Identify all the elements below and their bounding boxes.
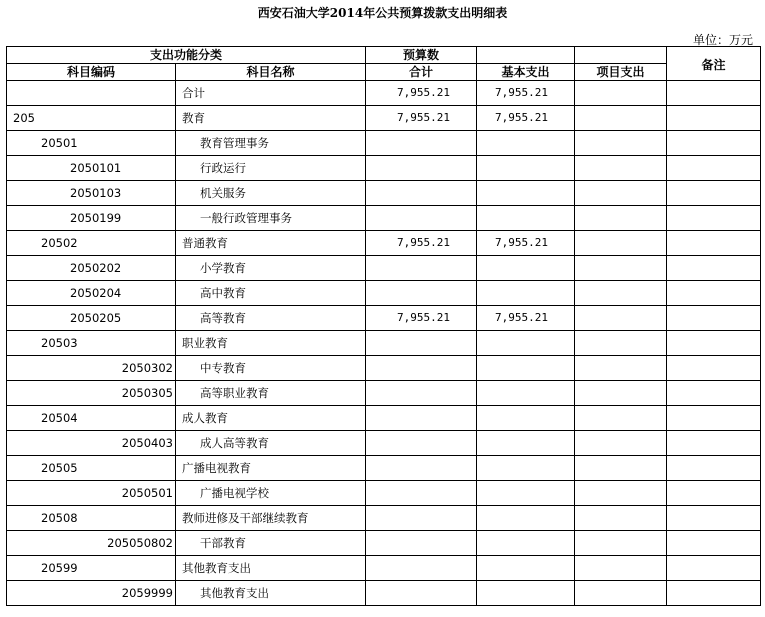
row-project bbox=[575, 406, 667, 431]
row-project bbox=[575, 581, 667, 606]
row-name: 高中教育 bbox=[176, 281, 366, 306]
row-note bbox=[667, 231, 761, 256]
row-note bbox=[667, 381, 761, 406]
row-total: 7,955.21 bbox=[366, 306, 477, 331]
row-project bbox=[575, 206, 667, 231]
row-code bbox=[7, 81, 176, 106]
row-project bbox=[575, 331, 667, 356]
table-row bbox=[7, 556, 761, 581]
row-code: 20501 bbox=[7, 131, 176, 156]
row-project bbox=[575, 381, 667, 406]
row-code: 205 bbox=[7, 106, 176, 131]
row-total bbox=[366, 581, 477, 606]
row-project bbox=[575, 131, 667, 156]
header-code: 科目编码 bbox=[7, 64, 176, 81]
unit-label: 单位：万元 bbox=[692, 33, 753, 47]
row-basic bbox=[477, 381, 575, 406]
row-name: 小学教育 bbox=[176, 256, 366, 281]
row-name: 机关服务 bbox=[176, 181, 366, 206]
row-code: 20508 bbox=[7, 506, 176, 531]
row-total bbox=[366, 531, 477, 556]
table-row bbox=[7, 506, 761, 531]
budget-table-body bbox=[7, 47, 761, 606]
row-basic bbox=[477, 506, 575, 531]
row-total bbox=[366, 256, 477, 281]
header-functional-group: 支出功能分类 bbox=[7, 47, 366, 64]
header-project: 项目支出 bbox=[575, 64, 667, 81]
row-name: 高等教育 bbox=[176, 306, 366, 331]
row-name: 中专教育 bbox=[176, 356, 366, 381]
row-code: 2050403 bbox=[7, 431, 176, 456]
row-code: 2050302 bbox=[7, 356, 176, 381]
row-project bbox=[575, 181, 667, 206]
row-note bbox=[667, 556, 761, 581]
table-row bbox=[7, 331, 761, 356]
row-total bbox=[366, 406, 477, 431]
table-row bbox=[7, 356, 761, 381]
row-note bbox=[667, 256, 761, 281]
table-row bbox=[7, 581, 761, 606]
row-name: 行政运行 bbox=[176, 156, 366, 181]
table-row bbox=[7, 256, 761, 281]
row-project bbox=[575, 481, 667, 506]
row-name: 广播电视教育 bbox=[176, 456, 366, 481]
header-basic: 基本支出 bbox=[477, 64, 575, 81]
row-note bbox=[667, 356, 761, 381]
row-note bbox=[667, 506, 761, 531]
row-code: 20504 bbox=[7, 406, 176, 431]
row-name: 其他教育支出 bbox=[176, 581, 366, 606]
row-project bbox=[575, 456, 667, 481]
row-total bbox=[366, 556, 477, 581]
row-name: 教师进修及干部继续教育 bbox=[176, 506, 366, 531]
table-row bbox=[7, 231, 761, 256]
row-note bbox=[667, 481, 761, 506]
row-code: 2050501 bbox=[7, 481, 176, 506]
row-total bbox=[366, 331, 477, 356]
row-total bbox=[366, 506, 477, 531]
row-name: 教育管理事务 bbox=[176, 131, 366, 156]
row-code: 205050802 bbox=[7, 531, 176, 556]
row-basic: 7,955.21 bbox=[477, 106, 575, 131]
row-note bbox=[667, 81, 761, 106]
table-row bbox=[7, 306, 761, 331]
header-note: 备注 bbox=[667, 47, 761, 81]
row-basic bbox=[477, 581, 575, 606]
row-basic bbox=[477, 281, 575, 306]
row-code: 2050305 bbox=[7, 381, 176, 406]
row-name: 教育 bbox=[176, 106, 366, 131]
row-basic: 7,955.21 bbox=[477, 306, 575, 331]
row-project bbox=[575, 256, 667, 281]
row-note bbox=[667, 331, 761, 356]
row-project bbox=[575, 281, 667, 306]
row-name: 广播电视学校 bbox=[176, 481, 366, 506]
row-project bbox=[575, 356, 667, 381]
row-project bbox=[575, 231, 667, 256]
table-row bbox=[7, 156, 761, 181]
table-row bbox=[7, 381, 761, 406]
row-project bbox=[575, 531, 667, 556]
table-row bbox=[7, 81, 761, 106]
header-row-columns bbox=[7, 64, 761, 81]
row-code: 2050103 bbox=[7, 181, 176, 206]
row-note bbox=[667, 306, 761, 331]
row-total bbox=[366, 206, 477, 231]
row-project bbox=[575, 106, 667, 131]
row-name: 成人高等教育 bbox=[176, 431, 366, 456]
row-total: 7,955.21 bbox=[366, 106, 477, 131]
row-basic bbox=[477, 456, 575, 481]
row-project bbox=[575, 306, 667, 331]
row-basic bbox=[477, 206, 575, 231]
table-row bbox=[7, 281, 761, 306]
header-empty-cell bbox=[477, 47, 575, 64]
row-basic bbox=[477, 156, 575, 181]
table-row bbox=[7, 431, 761, 456]
row-note bbox=[667, 156, 761, 181]
row-basic bbox=[477, 481, 575, 506]
row-code: 2050202 bbox=[7, 256, 176, 281]
row-note bbox=[667, 181, 761, 206]
row-project bbox=[575, 506, 667, 531]
row-name: 职业教育 bbox=[176, 331, 366, 356]
row-total bbox=[366, 181, 477, 206]
header-total: 合计 bbox=[366, 64, 477, 81]
row-project bbox=[575, 431, 667, 456]
row-total bbox=[366, 156, 477, 181]
row-code: 20503 bbox=[7, 331, 176, 356]
row-total bbox=[366, 356, 477, 381]
row-total bbox=[366, 381, 477, 406]
row-total bbox=[366, 456, 477, 481]
row-total bbox=[366, 281, 477, 306]
budget-table bbox=[6, 46, 761, 606]
row-basic bbox=[477, 356, 575, 381]
row-name: 一般行政管理事务 bbox=[176, 206, 366, 231]
row-basic bbox=[477, 531, 575, 556]
row-code: 2050205 bbox=[7, 306, 176, 331]
row-total bbox=[366, 481, 477, 506]
row-note bbox=[667, 531, 761, 556]
row-basic bbox=[477, 256, 575, 281]
row-note bbox=[667, 131, 761, 156]
row-code: 20599 bbox=[7, 556, 176, 581]
table-row bbox=[7, 131, 761, 156]
row-note bbox=[667, 406, 761, 431]
row-name: 干部教育 bbox=[176, 531, 366, 556]
row-code: 2050101 bbox=[7, 156, 176, 181]
table-row bbox=[7, 456, 761, 481]
row-note bbox=[667, 281, 761, 306]
row-name: 高等职业教育 bbox=[176, 381, 366, 406]
table-row bbox=[7, 206, 761, 231]
row-code: 2050199 bbox=[7, 206, 176, 231]
table-row bbox=[7, 406, 761, 431]
row-project bbox=[575, 81, 667, 106]
row-basic bbox=[477, 331, 575, 356]
row-total bbox=[366, 131, 477, 156]
row-project bbox=[575, 156, 667, 181]
row-project bbox=[575, 556, 667, 581]
row-total: 7,955.21 bbox=[366, 81, 477, 106]
row-name: 其他教育支出 bbox=[176, 556, 366, 581]
row-note bbox=[667, 431, 761, 456]
row-basic bbox=[477, 181, 575, 206]
row-code: 2059999 bbox=[7, 581, 176, 606]
row-code: 2050204 bbox=[7, 281, 176, 306]
row-total: 7,955.21 bbox=[366, 231, 477, 256]
page-title: 西安石油大学2014年公共预算拨款支出明细表 bbox=[257, 6, 508, 20]
table-row bbox=[7, 481, 761, 506]
header-budget-group: 预算数 bbox=[366, 47, 477, 64]
row-code: 20502 bbox=[7, 231, 176, 256]
row-name: 合计 bbox=[176, 81, 366, 106]
row-basic bbox=[477, 556, 575, 581]
header-empty-cell bbox=[575, 47, 667, 64]
row-note bbox=[667, 581, 761, 606]
row-basic: 7,955.21 bbox=[477, 231, 575, 256]
row-basic: 7,955.21 bbox=[477, 81, 575, 106]
row-name: 普通教育 bbox=[176, 231, 366, 256]
row-code: 20505 bbox=[7, 456, 176, 481]
row-basic bbox=[477, 406, 575, 431]
row-note bbox=[667, 106, 761, 131]
row-note bbox=[667, 456, 761, 481]
header-name: 科目名称 bbox=[176, 64, 366, 81]
row-basic bbox=[477, 131, 575, 156]
row-basic bbox=[477, 431, 575, 456]
table-row bbox=[7, 531, 761, 556]
row-note bbox=[667, 206, 761, 231]
header-row-groups bbox=[7, 47, 761, 64]
table-row bbox=[7, 106, 761, 131]
table-row bbox=[7, 181, 761, 206]
row-total bbox=[366, 431, 477, 456]
row-name: 成人教育 bbox=[176, 406, 366, 431]
